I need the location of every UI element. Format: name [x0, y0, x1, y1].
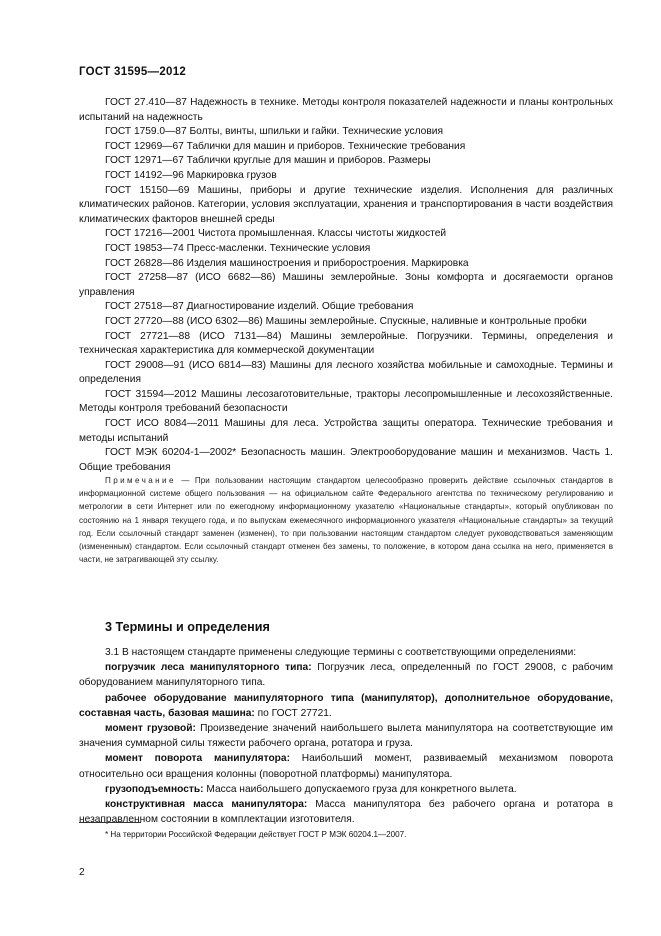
term-name: момент грузовой: — [105, 723, 196, 735]
term-entry — [79, 751, 613, 781]
terms-list — [79, 645, 613, 827]
reference-item: ГОСТ 1759.0—87 Болты, винты, шпильки и гайки. Технические условия — [105, 126, 443, 138]
reference-item: ГОСТ МЭК 60204-1—2002* Безопасность машин. Электрооборудование машин и механизмов. Часть 1. Общие требования — [79, 447, 613, 473]
reference-item: ГОСТ ИСО 8084—2011 Машины для леса. Устройства защиты оператора. Технические требования и методы испытаний — [79, 418, 613, 444]
page-number: 2 — [79, 867, 85, 878]
term-name: конструктивная масса манипулятора: — [105, 799, 308, 811]
reference-item: ГОСТ 29008—91 (ИСО 6814—83) Машины для лесного хозяйства мобильные и самоходные. Термины и определения — [79, 359, 613, 386]
term-definition: Масса манипулятора без рабочего органа и ротатора в незаправленном состоянии в комплектации изготовителя. — [79, 799, 613, 826]
reference-item: ГОСТ 12971—67 Таблички круглые для машин и приборов. Размеры — [105, 155, 431, 167]
term-entry — [79, 691, 613, 721]
term-entry — [79, 782, 613, 797]
term-definition: Погрузчик леса, определенный по ГОСТ 29008, с рабочим оборудованием манипуляторного типа. — [79, 662, 613, 689]
reference-item: ГОСТ 27721—88 (ИСО 7131—84) Машины землеройные. Погрузчики. Термины, определения и техническая характеристика для коммерческой документации — [79, 330, 613, 357]
reference-item: ГОСТ 15150—69 Машины, приборы и другие технические изделия. Исполнения для различных климатических районов. Категории, условия эксплуатации, хранения и транспортирования в части воздействия климатических факторов внешней среды — [79, 184, 613, 225]
reference-item: ГОСТ 27720—88 (ИСО 6302—86) Машины землеройные. Спускные, наливные и контрольные пробки — [105, 315, 587, 327]
term-name: момент поворота манипулятора: — [105, 753, 290, 765]
term-entry — [79, 660, 613, 690]
reference-item: ГОСТ 19853—74 Пресс-масленки. Технические условия — [105, 242, 371, 254]
note-paragraph — [79, 474, 613, 566]
reference-item: ГОСТ 12969—67 Таблички для машин и приборов. Технические требования — [105, 140, 466, 152]
term-entry — [79, 721, 613, 751]
note-label: Примечание — [105, 476, 176, 485]
reference-item: ГОСТ 17216—2001 Чистота промышленная. Классы чистоты жидкостей — [105, 228, 447, 240]
term-definition: Произведение значений наибольшего вылета манипулятора на соответствующие им значения суммарной силы тяжести рабочего органа, ротатора и груза. — [79, 723, 613, 750]
term-definition: Наибольший момент, развиваемый механизмом поворота относительно оси вращения колонны (поворотной платформы) манипулятора. — [79, 753, 613, 780]
footnote-text: * На территории Российской Федерации действует ГОСТ Р МЭК 60204.1—2007. — [105, 830, 407, 839]
term-name: грузоподъемность: — [105, 783, 204, 795]
section-title: 3 Термины и определения — [105, 620, 270, 634]
note-block — [79, 474, 613, 566]
note-text: — При пользовании настоящим стандартом целесообразно проверить действие ссылочных стандартов в информационной системе общего пользования — на официальном сайте Федерального агентства по техническому регулированию и метрологии в сети Интернет или по ежегодному информационному указателю «Национальные стандарты», который опубликован по состоянию на 1 января текущего года, и по выпускам ежемесячного информационного указателя «Национальные стандарты» за текущий год. Если ссылочный стандарт заменен (изменен), то при пользовании настоящим стандартом следует руководствоваться заменяющим (измененным) стандартом. Если ссылочный стандарт отменен без замены, то положение, в котором дана ссылка на него, применяется в части, не затрагивающей эту ссылку. — [79, 476, 613, 565]
reference-item: ГОСТ 27258—87 (ИСО 6682—86) Машины землеройные. Зоны комфорта и досягаемости органов управления — [79, 272, 613, 298]
terms-intro: 3.1 В настоящем стандарте применены следующие термины с соответствующими определениями: — [105, 647, 577, 658]
reference-item: ГОСТ 27518—87 Диагностирование изделий. Общие требования — [105, 301, 414, 313]
term-name: рабочее оборудование манипуляторного типа (манипулятор), дополнительное оборудование, составная часть, базовая машина: — [79, 692, 613, 719]
reference-item: ГОСТ 14192—96 Маркировка грузов — [105, 169, 277, 181]
reference-item: ГОСТ 26828—86 Изделия машиностроения и приборостроения. Маркировка — [105, 257, 469, 269]
term-definition: по ГОСТ 27721. — [254, 707, 332, 719]
footnote — [79, 829, 613, 840]
reference-item: ГОСТ 31594—2012 Машины лесозаготовительные, тракторы лесопромышленные и лесохозяйственные. Методы контроля требований безопасности — [79, 388, 613, 415]
term-name: погрузчик леса манипуляторного типа: — [105, 662, 312, 674]
page-header: ГОСТ 31595—2012 — [79, 66, 187, 78]
term-entry — [79, 797, 613, 827]
normative-references — [79, 96, 613, 475]
term-definition: Масса наибольшего допускаемого груза для конкретного вылета. — [203, 783, 517, 795]
reference-item: ГОСТ 27.410—87 Надежность в технике. Методы контроля показателей надежности и планы контрольных испытаний на надежность — [79, 97, 613, 123]
footnote-divider — [79, 822, 141, 823]
